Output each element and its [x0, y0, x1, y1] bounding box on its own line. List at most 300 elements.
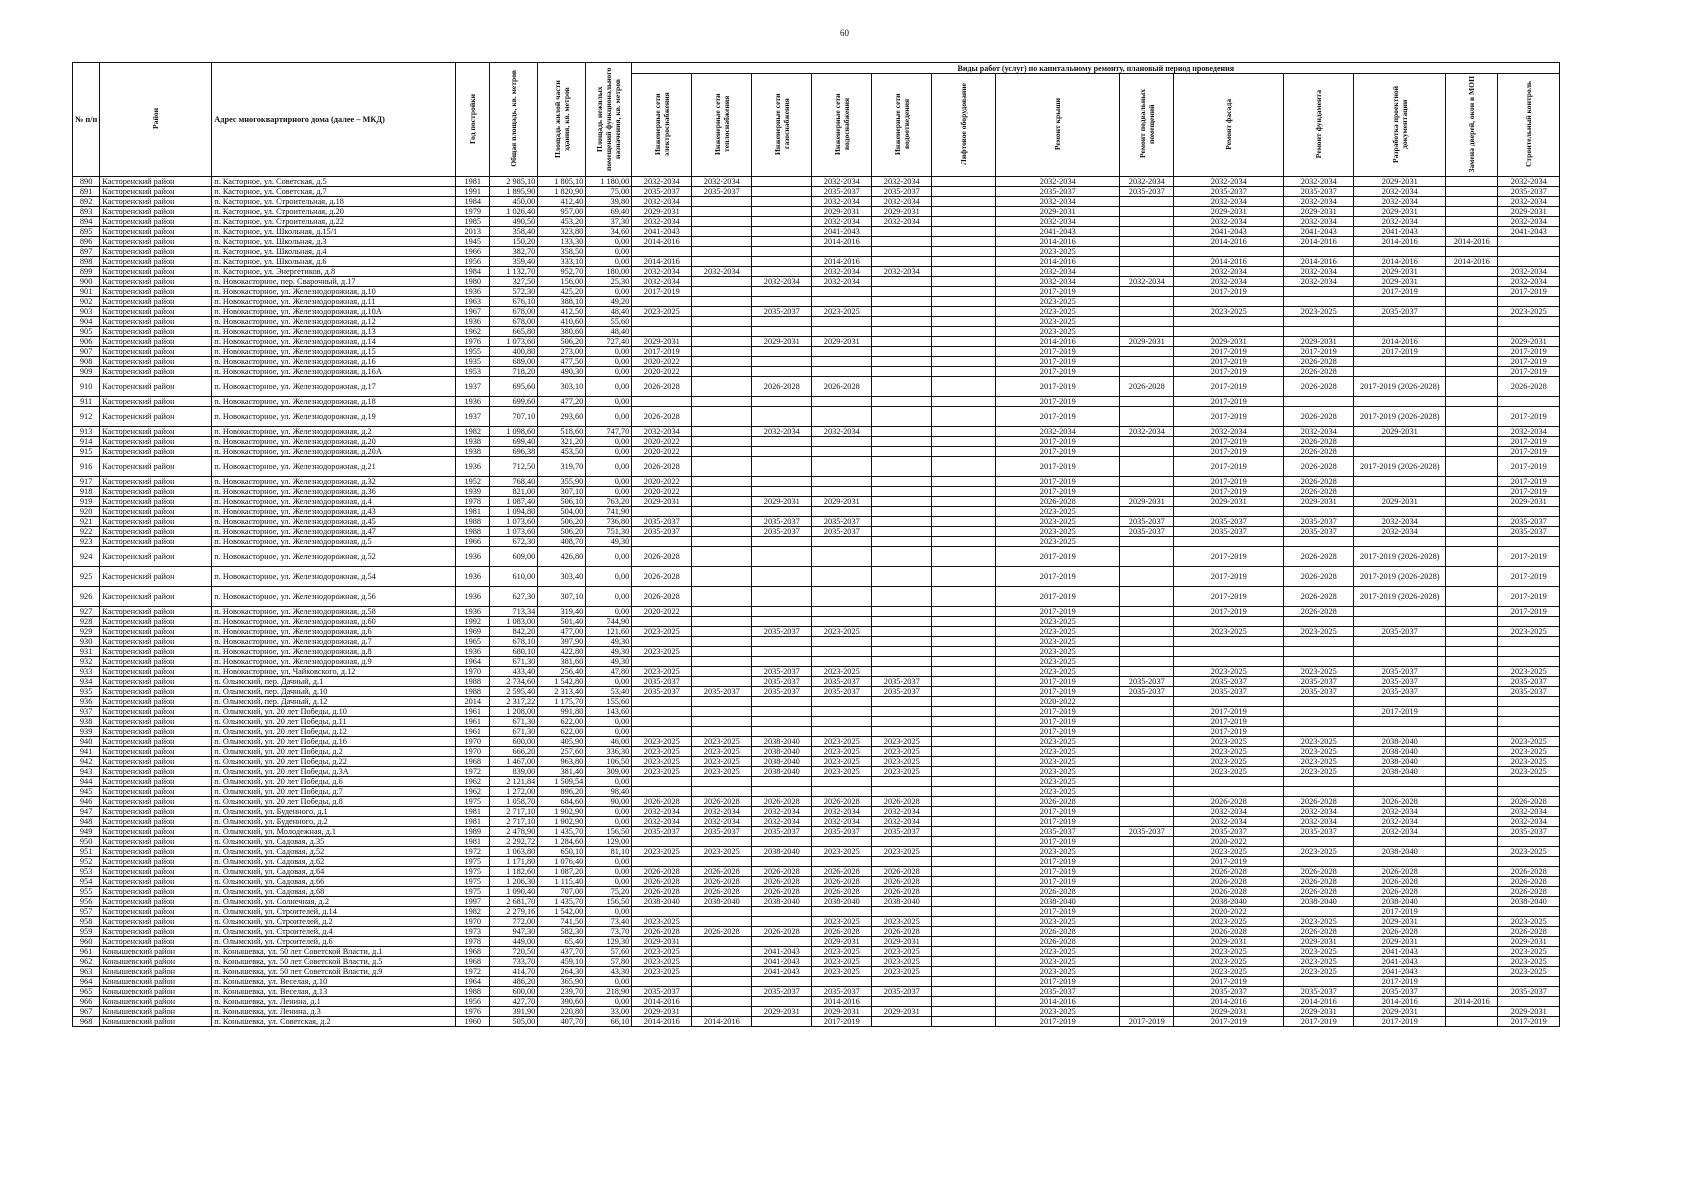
table-cell: 2032-2034 — [872, 267, 932, 277]
table-cell: п. Новокасторное, ул. Железнодорожная, д.17 — [212, 377, 456, 397]
table-cell: Касторенский район — [100, 897, 212, 907]
table-cell: 2032-2034 — [692, 807, 752, 817]
table-cell: 2032-2034 — [812, 807, 872, 817]
table-cell — [932, 377, 996, 397]
table-cell — [692, 347, 752, 357]
table-cell: 2026-2028 — [1284, 377, 1354, 397]
table-cell — [812, 357, 872, 367]
table-cell: 1964 — [456, 657, 490, 667]
table-cell: 915 — [73, 447, 100, 457]
table-cell: 727,40 — [586, 337, 632, 347]
table-cell — [872, 527, 932, 537]
table-row — [73, 427, 1560, 437]
table-cell: 741,50 — [538, 917, 586, 927]
table-cell: Касторенский район — [100, 757, 212, 767]
table-cell — [812, 367, 872, 377]
table-cell: п. Новокасторное, ул. Железнодорожная, д.20А — [212, 447, 456, 457]
table-cell: 2032-2034 — [872, 177, 932, 187]
table-cell: 2026-2028 — [812, 877, 872, 887]
table-cell: 2032-2034 — [996, 277, 1120, 287]
table-cell: 962 — [73, 957, 100, 967]
table-cell: Конышевский район — [100, 947, 212, 957]
table-cell — [812, 477, 872, 487]
table-cell: 926 — [73, 587, 100, 607]
table-cell — [692, 477, 752, 487]
table-cell — [932, 687, 996, 697]
table-cell: 1988 — [456, 527, 490, 537]
table-cell: 2026-2028 — [996, 937, 1120, 947]
table-cell — [632, 717, 692, 727]
col-work-10: Разработка проектной документации — [1354, 74, 1446, 177]
table-cell: 917 — [73, 477, 100, 487]
table-cell: 2023-2025 — [996, 917, 1120, 927]
table-cell: 1955 — [456, 347, 490, 357]
table-cell — [632, 247, 692, 257]
table-row — [73, 797, 1560, 807]
table-cell: 1936 — [456, 317, 490, 327]
table-cell: 129,30 — [586, 937, 632, 947]
table-cell: 2017-2019 — [996, 837, 1120, 847]
table-cell: 2026-2028 — [812, 797, 872, 807]
table-cell: Касторенский район — [100, 647, 212, 657]
col-work-9: Ремонт фундамента — [1284, 74, 1354, 177]
table-cell: 2026-2028 — [1174, 887, 1284, 897]
table-row — [73, 587, 1560, 607]
table-cell: Конышевский район — [100, 987, 212, 997]
table-cell: п. Новокасторное, ул. Железнодорожная, д.4 — [212, 497, 456, 507]
table-cell: 2035-2037 — [752, 827, 812, 837]
table-cell: 1956 — [456, 257, 490, 267]
page-number: 60 — [840, 28, 849, 38]
table-cell: 904 — [73, 317, 100, 327]
table-cell: 2014-2016 — [812, 997, 872, 1007]
table-cell — [932, 177, 996, 187]
table-cell — [1446, 967, 1498, 977]
table-cell: 336,30 — [586, 747, 632, 757]
table-cell — [1120, 917, 1174, 927]
table-cell — [932, 227, 996, 237]
table-cell: 2023-2025 — [996, 967, 1120, 977]
table-cell: 2026-2028 — [632, 407, 692, 427]
table-cell — [1120, 617, 1174, 627]
table-cell: 2023-2025 — [1284, 667, 1354, 677]
table-cell: 1969 — [456, 627, 490, 637]
table-cell — [1284, 297, 1354, 307]
table-cell — [1120, 737, 1174, 747]
table-cell: 963 — [73, 967, 100, 977]
table-cell: 2017-2019 — [996, 477, 1120, 487]
table-row — [73, 767, 1560, 777]
table-cell: 905 — [73, 327, 100, 337]
table-cell — [632, 507, 692, 517]
table-cell: 952,70 — [538, 267, 586, 277]
table-cell: 2041-2043 — [1354, 957, 1446, 967]
table-cell: 1975 — [456, 797, 490, 807]
table-cell: 933 — [73, 667, 100, 677]
table-cell: 2017-2019 — [1174, 397, 1284, 407]
table-cell — [752, 477, 812, 487]
table-cell: 1 272,00 — [490, 787, 538, 797]
table-cell: Касторенский район — [100, 637, 212, 647]
table-cell: 1938 — [456, 447, 490, 457]
table-cell: 2026-2028 — [632, 457, 692, 477]
table-cell: 2029-2031 — [632, 937, 692, 947]
table-cell: 2026-2028 — [632, 867, 692, 877]
table-cell — [692, 517, 752, 527]
table-cell: п. Олымский, ул. 20 лет Победы, д.22 — [212, 757, 456, 767]
table-cell — [1354, 507, 1446, 517]
table-cell: 910 — [73, 377, 100, 397]
table-cell: 425,20 — [538, 287, 586, 297]
table-cell: 2035-2037 — [1498, 517, 1560, 527]
table-cell: 937 — [73, 707, 100, 717]
table-cell — [692, 537, 752, 547]
table-cell: 957,00 — [538, 207, 586, 217]
table-cell — [692, 637, 752, 647]
table-cell: 956 — [73, 897, 100, 907]
col-year: Год постройки — [456, 63, 490, 177]
table-cell: 2017-2019 — [1354, 977, 1446, 987]
table-cell: 2035-2037 — [1174, 527, 1284, 537]
table-cell — [872, 1017, 932, 1027]
table-cell: п. Олымский, ул. Садовая, д.62 — [212, 857, 456, 867]
col-work-8: Ремонт фасада — [1174, 74, 1284, 177]
table-cell: п. Олымский, ул. Садовая, д.52 — [212, 847, 456, 857]
table-cell: 1 180,00 — [586, 177, 632, 187]
table-cell — [1446, 437, 1498, 447]
table-cell: 1980 — [456, 277, 490, 287]
table-row — [73, 847, 1560, 857]
table-header — [73, 63, 1560, 177]
table-cell: 2032-2034 — [1354, 197, 1446, 207]
table-cell: 892 — [73, 197, 100, 207]
table-cell — [1174, 247, 1284, 257]
table-cell — [1446, 887, 1498, 897]
table-cell: 2035-2037 — [632, 677, 692, 687]
table-cell — [812, 457, 872, 477]
table-cell: 2032-2034 — [752, 807, 812, 817]
table-cell: 2041-2043 — [632, 227, 692, 237]
table-cell: 2017-2019 — [632, 347, 692, 357]
table-cell — [752, 397, 812, 407]
table-cell: п. Олымский, ул. Садовая, д.64 — [212, 867, 456, 877]
table-cell: 2017-2019 — [1174, 487, 1284, 497]
table-cell: 2017-2019 — [1498, 357, 1560, 367]
table-row — [73, 617, 1560, 627]
table-cell: Касторенский район — [100, 787, 212, 797]
table-cell: 901 — [73, 287, 100, 297]
table-cell: 2014-2016 — [1174, 997, 1284, 1007]
table-cell: 945 — [73, 787, 100, 797]
table-cell: Касторенский район — [100, 437, 212, 447]
table-cell — [1446, 447, 1498, 457]
table-row — [73, 697, 1560, 707]
table-cell: 2023-2025 — [1174, 847, 1284, 857]
table-cell: 1978 — [456, 937, 490, 947]
table-cell — [1498, 997, 1560, 1007]
table-row — [73, 947, 1560, 957]
table-cell — [632, 707, 692, 717]
table-cell — [1446, 487, 1498, 497]
table-cell: 264,30 — [538, 967, 586, 977]
table-row — [73, 537, 1560, 547]
table-cell: 2035-2037 — [1498, 677, 1560, 687]
table-cell: 1953 — [456, 367, 490, 377]
table-cell: 932 — [73, 657, 100, 667]
table-cell: 65,40 — [538, 937, 586, 947]
table-cell: Касторенский район — [100, 867, 212, 877]
table-cell — [1446, 337, 1498, 347]
table-cell: 2017-2019 (2026-2028) — [1354, 457, 1446, 477]
table-cell: 2023-2025 — [1174, 957, 1284, 967]
table-cell: 768,40 — [490, 477, 538, 487]
table-cell — [1120, 747, 1174, 757]
table-cell: 2029-2031 — [812, 497, 872, 507]
table-cell — [692, 977, 752, 987]
table-cell — [812, 487, 872, 497]
table-cell: 896 — [73, 237, 100, 247]
table-cell: Касторенский район — [100, 267, 212, 277]
table-cell: 610,00 — [490, 567, 538, 587]
table-cell — [692, 967, 752, 977]
table-cell: 156,00 — [538, 277, 586, 287]
table-cell — [1498, 317, 1560, 327]
table-cell — [692, 327, 752, 337]
table-cell: 600,00 — [490, 737, 538, 747]
table-cell — [1354, 477, 1446, 487]
table-cell: 707,00 — [538, 887, 586, 897]
table-cell: 2017-2019 — [996, 457, 1120, 477]
table-cell: 2038-2040 — [1354, 897, 1446, 907]
table-cell: 1 182,60 — [490, 867, 538, 877]
table-cell: 486,20 — [490, 977, 538, 987]
table-cell: 220,80 — [538, 1007, 586, 1017]
table-cell — [932, 717, 996, 727]
table-cell: 2026-2028 — [1284, 867, 1354, 877]
table-cell: 47,80 — [586, 667, 632, 677]
table-cell — [1120, 887, 1174, 897]
table-cell — [872, 437, 932, 447]
table-cell: 1966 — [456, 247, 490, 257]
table-cell — [692, 1007, 752, 1017]
table-cell: 2029-2031 — [1354, 937, 1446, 947]
table-cell: Касторенский район — [100, 527, 212, 537]
table-cell: 2023-2025 — [812, 747, 872, 757]
table-cell: 2023-2025 — [812, 917, 872, 927]
table-cell — [1446, 697, 1498, 707]
table-cell: 906 — [73, 337, 100, 347]
table-cell — [932, 987, 996, 997]
table-cell — [1446, 317, 1498, 327]
table-cell: 0,00 — [586, 587, 632, 607]
table-row — [73, 807, 1560, 817]
table-cell: 309,00 — [586, 767, 632, 777]
table-cell: 505,00 — [490, 1017, 538, 1027]
table-cell — [872, 657, 932, 667]
table-cell: 506,10 — [538, 497, 586, 507]
table-row — [73, 267, 1560, 277]
table-cell: 898 — [73, 257, 100, 267]
table-cell: 2017-2019 (2026-2028) — [1354, 567, 1446, 587]
table-cell: 2035-2037 — [1120, 187, 1174, 197]
table-cell: Касторенский район — [100, 907, 212, 917]
table-cell: 2026-2028 — [1498, 867, 1560, 877]
table-cell: 143,60 — [586, 707, 632, 717]
table-cell: 1 171,80 — [490, 857, 538, 867]
table-cell — [1498, 837, 1560, 847]
table-cell — [1446, 637, 1498, 647]
table-cell — [1284, 907, 1354, 917]
table-cell: 925 — [73, 567, 100, 587]
table-cell — [1174, 777, 1284, 787]
table-cell: 2035-2037 — [1120, 677, 1174, 687]
table-cell — [1120, 357, 1174, 367]
table-cell: Касторенский район — [100, 487, 212, 497]
table-cell: 1962 — [456, 787, 490, 797]
table-cell: 2014-2016 — [1446, 257, 1498, 267]
table-cell — [872, 777, 932, 787]
table-cell — [872, 567, 932, 587]
table-cell: 2023-2025 — [632, 947, 692, 957]
table-cell: Касторенский район — [100, 237, 212, 247]
table-cell: 2023-2025 — [632, 757, 692, 767]
table-cell: 2026-2028 — [1284, 587, 1354, 607]
table-cell: 2035-2037 — [752, 677, 812, 687]
table-cell: 2026-2028 — [632, 877, 692, 887]
table-cell: 2017-2019 — [1174, 727, 1284, 737]
table-cell — [1120, 457, 1174, 477]
table-cell: 433,40 — [490, 667, 538, 677]
table-cell: 2029-2031 — [1284, 937, 1354, 947]
table-cell — [1498, 787, 1560, 797]
table-cell — [812, 397, 872, 407]
table-cell — [1446, 987, 1498, 997]
table-cell: 0,00 — [586, 397, 632, 407]
table-cell: Касторенский район — [100, 857, 212, 867]
table-cell: 940 — [73, 737, 100, 747]
table-row — [73, 357, 1560, 367]
table-cell — [812, 327, 872, 337]
table-cell: 1 073,60 — [490, 337, 538, 347]
table-cell — [1120, 297, 1174, 307]
table-cell: 1960 — [456, 1017, 490, 1027]
table-cell — [1174, 647, 1284, 657]
table-cell — [932, 767, 996, 777]
table-cell: 2017-2019 — [1174, 407, 1284, 427]
table-cell: 2026-2028 — [752, 867, 812, 877]
table-cell: Касторенский район — [100, 847, 212, 857]
table-cell: 951 — [73, 847, 100, 857]
table-cell: 1972 — [456, 767, 490, 777]
table-cell: 2020-2022 — [1174, 837, 1284, 847]
table-cell: 2020-2022 — [632, 477, 692, 487]
table-cell: 952 — [73, 857, 100, 867]
table-cell: 2035-2037 — [996, 827, 1120, 837]
table-cell — [1354, 777, 1446, 787]
table-cell — [632, 727, 692, 737]
table-cell: 1981 — [456, 817, 490, 827]
table-cell: 650,10 — [538, 847, 586, 857]
table-cell: 943 — [73, 767, 100, 777]
table-cell: 426,80 — [538, 547, 586, 567]
table-cell: 897 — [73, 247, 100, 257]
table-cell — [1446, 507, 1498, 517]
table-cell: 37,30 — [586, 217, 632, 227]
table-cell: 1962 — [456, 777, 490, 787]
table-cell: 2026-2028 — [1354, 927, 1446, 937]
table-cell: 2017-2019 — [1354, 347, 1446, 357]
table-cell: 720,50 — [490, 947, 538, 957]
table-cell — [1446, 367, 1498, 377]
table-cell — [752, 917, 812, 927]
table-cell: 2032-2034 — [1174, 267, 1284, 277]
table-cell — [1446, 897, 1498, 907]
table-cell — [872, 307, 932, 317]
table-cell: п. Новокасторное, ул. Железнодорожная, д.20 — [212, 437, 456, 447]
table-cell: 0,00 — [586, 367, 632, 377]
table-cell: п. Новокасторное, ул. Железнодорожная, д.6 — [212, 627, 456, 637]
table-cell — [1120, 807, 1174, 817]
table-cell: 2017-2019 — [1498, 477, 1560, 487]
table-row — [73, 277, 1560, 287]
table-cell: 437,70 — [538, 947, 586, 957]
table-cell: 2038-2040 — [1498, 897, 1560, 907]
table-row — [73, 887, 1560, 897]
table-cell: 2032-2034 — [1174, 807, 1284, 817]
table-cell: 1982 — [456, 427, 490, 437]
table-cell: 2029-2031 — [812, 1007, 872, 1017]
table-cell: 2026-2028 — [1284, 547, 1354, 567]
table-cell — [1354, 647, 1446, 657]
table-cell: 1981 — [456, 177, 490, 187]
table-cell: 2026-2028 — [752, 887, 812, 897]
table-cell — [932, 967, 996, 977]
table-cell: 1952 — [456, 477, 490, 487]
table-cell: 156,50 — [586, 827, 632, 837]
table-cell: 2023-2025 — [1174, 667, 1284, 677]
table-cell: 2017-2019 — [1174, 447, 1284, 457]
table-cell: 2014-2016 — [996, 257, 1120, 267]
table-cell: 907 — [73, 347, 100, 357]
table-cell: 504,00 — [538, 507, 586, 517]
table-cell: 899 — [73, 267, 100, 277]
table-cell: 2032-2034 — [996, 427, 1120, 437]
table-cell — [1284, 287, 1354, 297]
table-cell — [1120, 947, 1174, 957]
col-work-6: Ремонт крыши — [996, 74, 1120, 177]
table-cell: п. Конышевка, ул. Веселая, д.10 — [212, 977, 456, 987]
table-cell — [1120, 867, 1174, 877]
table-row — [73, 977, 1560, 987]
table-cell — [932, 337, 996, 347]
table-cell: 1981 — [456, 837, 490, 847]
table-cell — [1446, 717, 1498, 727]
table-cell: 1965 — [456, 637, 490, 647]
table-cell — [632, 537, 692, 547]
table-cell: 2026-2028 — [872, 887, 932, 897]
table-cell — [1446, 707, 1498, 717]
table-cell — [1174, 787, 1284, 797]
table-cell: 2032-2034 — [1498, 277, 1560, 287]
table-cell — [1446, 927, 1498, 937]
table-cell — [1446, 807, 1498, 817]
table-cell — [752, 247, 812, 257]
table-cell — [812, 657, 872, 667]
table-cell: п. Конышевка, ул. Ленина, д.3 — [212, 1007, 456, 1017]
table-cell — [1446, 587, 1498, 607]
table-cell: 2020-2022 — [632, 487, 692, 497]
table-cell: 2017-2019 — [1498, 447, 1560, 457]
